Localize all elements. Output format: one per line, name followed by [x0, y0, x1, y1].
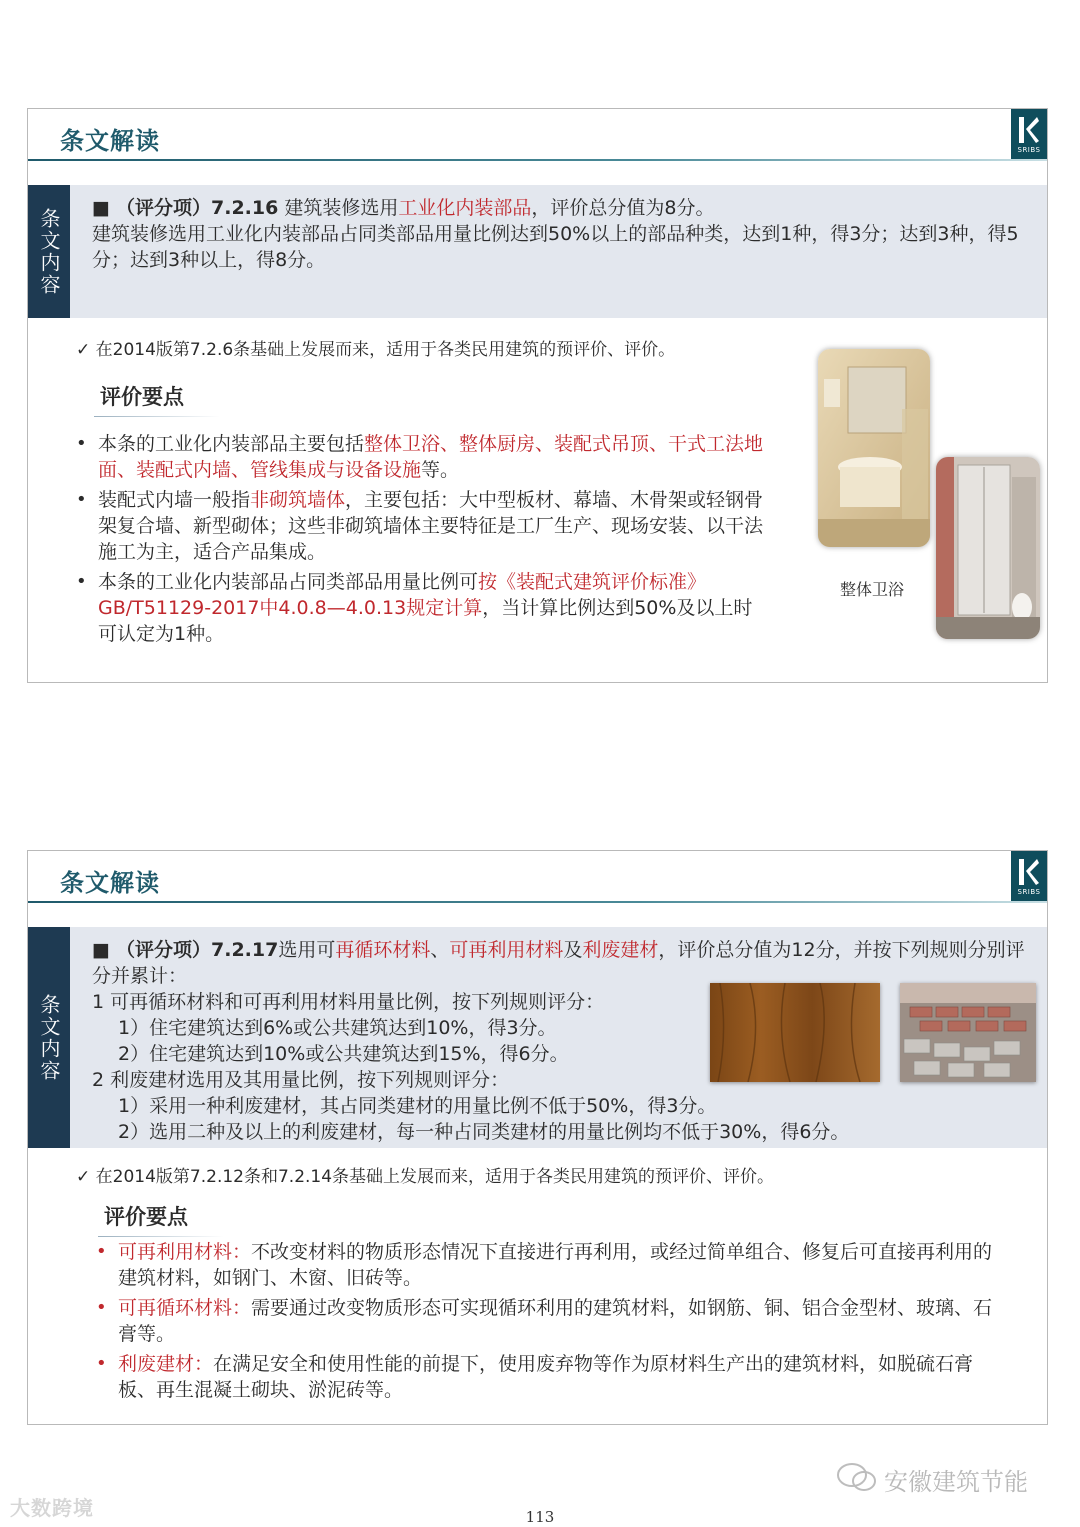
sribs-logo	[1011, 851, 1047, 901]
clause-line-2: 建筑装修选用工业化内装部品占同类部品用量比例达到50%以上的部品种类，达到1种，得3分；达到3种，得5分；达到3种以上，得8分。	[92, 223, 1019, 271]
bullet-highlight: 整体卫浴、整体厨房、装配式吊顶、干式工法地面、装配式内墙、管线集成与设备设施	[98, 433, 764, 481]
bullet-text: ，主要包括：大中型板材、幕墙、木骨架或轻钢骨架复合墙、新型砌体；这些非砌筑墙体主要特征是工厂生产、现场安装、以干法施工为主，适合产品集成。	[98, 489, 764, 563]
slide-title: 条文解读	[60, 869, 160, 897]
list-item	[88, 1239, 1008, 1291]
slide-header	[28, 851, 1047, 903]
clause-highlight: 再循环材料	[335, 939, 431, 961]
list-item	[68, 487, 768, 565]
side-tab	[28, 185, 70, 318]
bullet-highlight: 按《装配式建筑评价标准》GB/T51129-2017中4.0.8—4.0.13规定计算	[98, 571, 707, 619]
sribs-logo-icon	[1017, 857, 1041, 887]
clause-line-1	[92, 195, 1027, 221]
watermark-right: 安徽建筑节能	[884, 1468, 1028, 1496]
definition: 不改变材料的物质形态情况下直接进行再利用，或经过简单组合、修复后可直接再利用的建筑材料，如钢门、木窗、旧砖等。	[118, 1241, 993, 1289]
key-points-list	[88, 1239, 1008, 1407]
wood-material-photo	[710, 983, 880, 1082]
list-item	[68, 569, 768, 647]
wechat-icon	[836, 1462, 878, 1492]
watermark-left: 大数跨境	[10, 1496, 94, 1520]
square-bullet-icon: ■	[92, 197, 110, 219]
rule-1-1: 1）住宅建筑达到6%或公共建筑达到10%，得3分。	[118, 1017, 557, 1039]
rule-2-2: 2）选用二种及以上的利废建材，每一种占同类建材的用量比例均不低于30%，得6分。	[118, 1121, 850, 1143]
bullet-text: 本条的工业化内装部品占同类部品用量比例可	[98, 571, 479, 593]
clause-text: ，评价总分值为12分，并按下列规则分别评分并累计：	[92, 939, 1025, 987]
slide-header	[28, 109, 1047, 161]
clause-text	[92, 195, 1027, 273]
clause-label: （评分项）7.2.17	[116, 939, 279, 961]
term: 利废建材：	[118, 1353, 214, 1375]
slide-7-2-16	[27, 108, 1048, 683]
clause-text	[92, 937, 1027, 1145]
bathroom-photo-1	[818, 349, 930, 547]
bullet-text: ，当计算比例达到50%及以上时可认定为1种。	[98, 597, 753, 645]
rule-1-2: 2）住宅建筑达到10%或公共建筑达到15%，得6分。	[118, 1043, 569, 1065]
logo-text: SRIBS	[1017, 888, 1041, 896]
image-caption: 整体卫浴	[840, 580, 905, 599]
recycled-bricks-photo	[900, 983, 1036, 1082]
clause-line-1	[92, 937, 1027, 989]
page-number: 113	[525, 1508, 555, 1526]
term: 可再利用材料：	[118, 1241, 252, 1263]
origin-note: ✓ 在2014版第7.2.12条和7.2.14条基础上发展而来，适用于各类民用建筑的预评价、评价。	[76, 1167, 775, 1187]
clause-box	[28, 927, 1047, 1148]
slide-title: 条文解读	[60, 127, 160, 155]
list-item	[88, 1351, 1008, 1403]
clause-text: 、	[430, 939, 450, 961]
clause-text: 选用可	[278, 939, 336, 961]
side-tab-label: 条文内容	[37, 207, 61, 296]
bullet-text: 装配式内墙一般指	[98, 489, 251, 511]
sribs-logo	[1011, 109, 1047, 159]
slide-7-2-17	[27, 850, 1048, 1425]
key-points-list	[68, 431, 768, 651]
key-points-heading: 评价要点	[104, 1201, 188, 1237]
clause-text-a: 建筑装修选用	[278, 197, 399, 219]
clause-text: 及	[563, 939, 583, 961]
clause-box	[28, 185, 1047, 318]
rule-2: 2 利废建材选用及其用量比例，按下列规则评分：	[92, 1069, 510, 1091]
header-divider	[28, 901, 1047, 903]
side-tab	[28, 927, 70, 1148]
header-divider	[28, 159, 1047, 161]
rule-2-1: 1）采用一种利废建材，其占同类建材的用量比例不低于50%，得3分。	[118, 1095, 717, 1117]
key-points-heading: 评价要点	[100, 381, 184, 417]
clause-highlight: 工业化内装部品	[398, 197, 532, 219]
definition: 在满足安全和使用性能的前提下，使用废弃物等作为原材料生产出的建筑材料，如脱硫石膏板、再生混凝土砌块、淤泥砖等。	[118, 1353, 974, 1401]
clause-highlight: 可再利用材料	[449, 939, 564, 961]
bathroom-photo-2	[936, 457, 1040, 639]
clause-highlight: 利废建材	[582, 939, 659, 961]
list-item	[88, 1295, 1008, 1347]
bullet-highlight: 非砌筑墙体	[250, 489, 346, 511]
origin-note: ✓ 在2014版第7.2.6条基础上发展而来，适用于各类民用建筑的预评价、评价。	[76, 340, 676, 360]
list-item	[68, 431, 768, 483]
side-tab-label: 条文内容	[37, 993, 61, 1082]
bullet-text: 本条的工业化内装部品主要包括	[98, 433, 365, 455]
definition: 需要通过改变物质形态可实现循环利用的建筑材料，如钢筋、铜、铝合金型材、玻璃、石膏等。	[118, 1297, 993, 1345]
sribs-logo-icon	[1017, 115, 1041, 145]
square-bullet-icon: ■	[92, 939, 110, 961]
rule-1: 1 可再循环材料和可再利用材料用量比例，按下列规则评分：	[92, 991, 605, 1013]
bullet-text: 等。	[421, 459, 460, 481]
clause-text-b: ，评价总分值为8分。	[531, 197, 715, 219]
term: 可再循环材料：	[118, 1297, 252, 1319]
clause-label: （评分项）7.2.16	[116, 197, 279, 219]
logo-text: SRIBS	[1017, 146, 1041, 154]
